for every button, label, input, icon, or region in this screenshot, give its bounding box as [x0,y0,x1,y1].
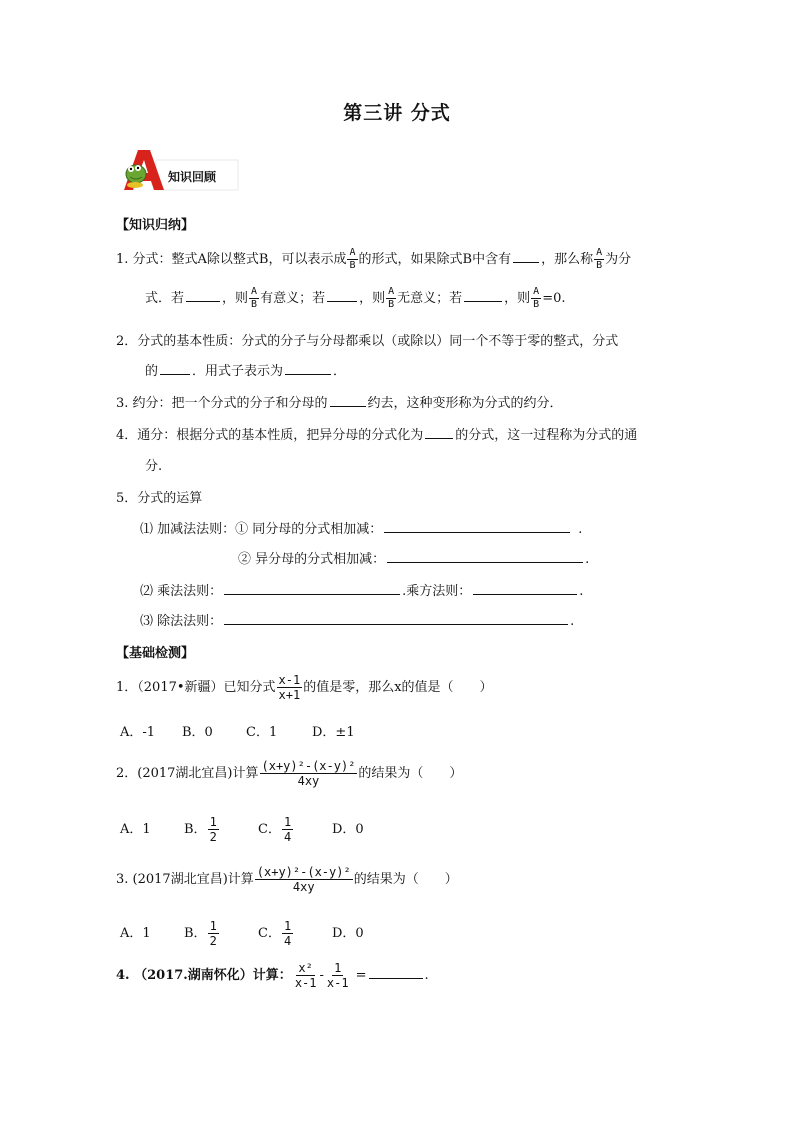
option[interactable]: A．1 [120,926,151,941]
fraction-q4-b: $\frac{1}{x-1}$ [326,961,349,990]
blank [285,362,331,375]
fraction-q3: $\frac{\text{(x+y)²-(x-y)²}}{4xy}$ [256,865,351,894]
blank [513,250,539,263]
option[interactable]: B． $\frac{1}{2}$ [184,815,217,844]
option[interactable]: D．0 [332,926,364,941]
fraction-a-over-b: $\frac{A}{B}$ [349,247,356,271]
question-2: 2．(2017湖北宜昌)计算 $\frac{\text{(x+y)²-(x-y)²}}{4xy}$ 的结果为（ ） [116,759,463,788]
fraction-a-over-b: $\frac{A}{B}$ [596,247,603,271]
item-4-line-1: 4．通分：根据分式的基本性质，把异分母的分式化为 的分式，这一过程称为分式的通 [116,428,638,443]
question-1: 1．（2017•新疆）已知分式 $\frac{x-1}{x+1}$ 的值是零，那么x的值是（ ） [116,673,493,702]
blank [327,289,357,302]
item-4-line-2: 分. [145,459,163,474]
item-2-line-2: 的 ．用式子表示为 ． [145,364,347,379]
banner-label: 知识回顾 [168,170,217,184]
blank [330,394,366,407]
item-5: 5．分式的运算 [116,491,203,506]
blank [464,289,502,302]
option[interactable]: A．1 [120,822,151,837]
question-1-options [120,721,355,740]
option[interactable]: C． $\frac{1}{4}$ [258,815,292,844]
item-1-line-1: 1. 分式：整式A除以整式B，可以表示成 $\frac{A}{B}$ 的形式，如果除式B中含有 ，那么称 $\frac{A}{B}$ 为分 [116,247,632,271]
blank [224,582,400,595]
item-3: 3. 约分：把一个分式的分子和分母的 约去，这种变形称为分式的约分． [116,396,563,411]
fraction-a-over-b: $\frac{A}{B}$ [388,286,395,310]
option[interactable]: A．-1 [120,725,156,740]
option[interactable]: C．1 [246,725,278,740]
question-2-options [120,816,364,843]
question-3: 3. (2017湖北宜昌)计算 $\frac{\text{(x+y)²-(x-y)²}}{4xy}$ 的结果为（ ） [116,865,458,894]
blank [224,612,568,625]
blank [387,550,583,563]
section-heading-test: 【基础检测】 [116,646,195,661]
rule-divide: ⑶ 除法法则： . [140,614,575,629]
blank [425,426,453,439]
blank [384,520,570,533]
question-3-options [120,920,364,947]
rule-add-sub-same: ⑴ 加减法法则：① 同分母的分式相加减： . [140,522,583,537]
fraction-q2: $\frac{\text{(x+y)²-(x-y)²}}{4xy}$ [261,759,356,788]
section-heading-knowledge: 【知识归纳】 [116,218,195,233]
rule-multiply: ⑵ 乘法法则： .乘方法则： . [140,584,584,599]
option[interactable]: D．±1 [312,725,355,740]
blank [369,966,423,979]
option[interactable]: B． $\frac{1}{2}$ [184,919,217,948]
question-4: 4. （2017.湖南怀化）计算： $\frac{\text{x²}}{x-1}$ - $\frac{1}{x-1}$ = . [116,961,429,990]
blank [160,362,190,375]
option[interactable]: B．0 [182,725,213,740]
page-title: 第三讲 分式 [343,102,451,124]
section-banner [116,148,240,190]
option[interactable]: C． $\frac{1}{4}$ [258,919,292,948]
fraction-q1: $\frac{x-1}{x+1}$ [278,673,301,702]
option[interactable]: D．0 [332,822,364,837]
rule-add-sub-diff: ② 异分母的分式相加减： . [238,552,590,567]
item-1-line-2: 式．若 ，则 $\frac{A}{B}$ 有意义；若 ，则 $\frac{A}{B}$ 无意义；若 ，则 $\frac{A}{B}$ =0. [145,286,566,310]
blank [473,582,577,595]
item-2-line-1: 2．分式的基本性质：分式的分子与分母都乘以（或除以）同一个不等于零的整式，分式 [116,334,619,349]
blank [186,289,220,302]
fraction-q4-a: $\frac{\text{x²}}{x-1}$ [294,961,317,990]
fraction-a-over-b: $\frac{A}{B}$ [251,286,258,310]
fraction-a-over-b: $\frac{A}{B}$ [533,286,540,310]
